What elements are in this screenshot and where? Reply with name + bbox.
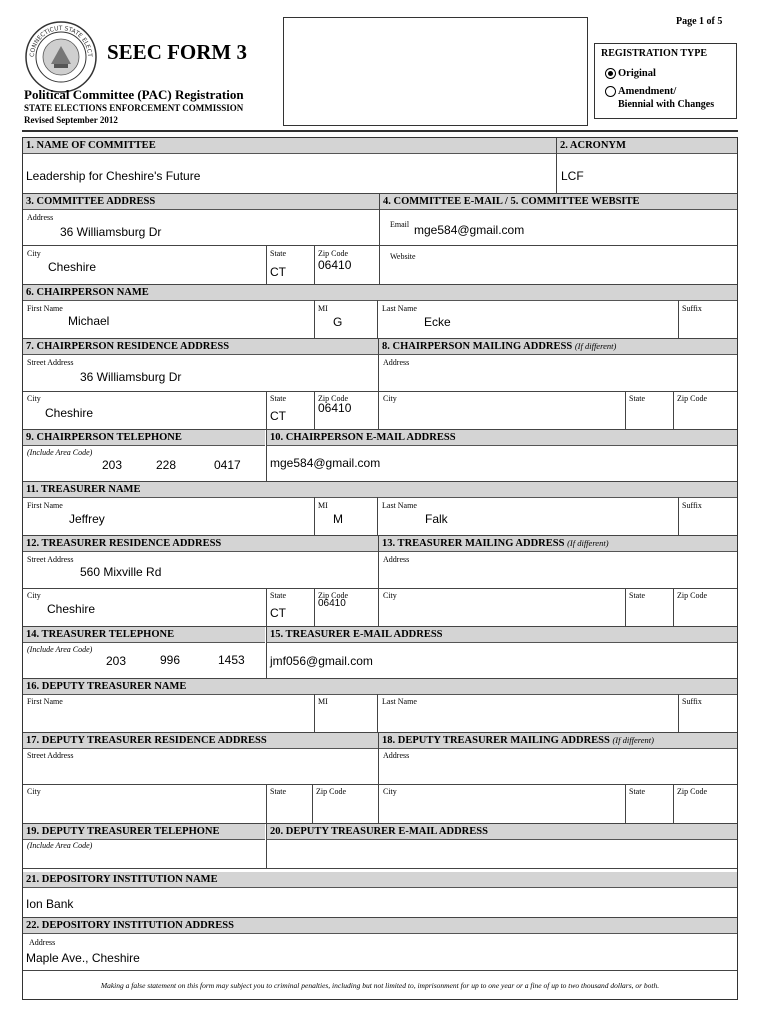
label-mi: MI: [318, 501, 328, 510]
divider: [266, 391, 267, 429]
treasurer-phone-area-value[interactable]: 203: [106, 654, 127, 668]
section-45-header: 4. COMMITTEE E-MAIL / 5. COMMITTEE WEBSITE: [380, 194, 737, 210]
depository-address-value[interactable]: Maple Ave., Cheshire: [26, 951, 140, 965]
form-subtitle: Political Committee (PAC) Registration: [24, 87, 244, 102]
label-first-name: First Name: [27, 304, 63, 313]
label-street-address: Street Address: [27, 751, 74, 760]
section-13-header: [379, 536, 737, 552]
section-13-title: 13. TREASURER MAILING ADDRESS: [382, 538, 565, 549]
header-rule: [22, 130, 738, 132]
chair-email-value[interactable]: mge584@gmail.com: [270, 456, 381, 470]
chair-state-value[interactable]: CT: [270, 409, 286, 423]
chair-city-value[interactable]: Cheshire: [45, 406, 94, 420]
committee-email-value[interactable]: mge584@gmail.com: [414, 223, 525, 237]
divider: [625, 588, 626, 626]
divider: [377, 497, 378, 535]
chair-zip-value[interactable]: 06410: [318, 401, 352, 415]
acronym-value[interactable]: LCF: [561, 169, 584, 183]
divider: [378, 536, 379, 626]
chair-last-value[interactable]: Ecke: [424, 315, 451, 329]
divider: [625, 784, 626, 823]
treasurer-city-value[interactable]: Cheshire: [47, 602, 96, 616]
divider: [23, 245, 379, 246]
divider: [314, 694, 315, 732]
divider: [378, 733, 379, 823]
section-17-header: 17. DEPUTY TREASURER RESIDENCE ADDRESS: [23, 733, 378, 749]
registration-type-title: REGISTRATION TYPE: [601, 48, 708, 59]
legal-disclaimer: Making a false statement on this form may subject you to criminal penalties, including but not limited to, imprisonment for up to one year or a fine of up to two thousand dollars, or both.: [100, 981, 660, 990]
label-zip: Zip Code: [677, 394, 707, 403]
section-10-header: 10. CHAIRPERSON E-MAIL ADDRESS: [267, 430, 737, 446]
label-mi: MI: [318, 697, 328, 706]
section-9-header: 9. CHAIRPERSON TELEPHONE: [23, 430, 265, 446]
label-city: City: [27, 787, 41, 796]
divider: [314, 245, 315, 284]
radio-original[interactable]: [605, 68, 616, 79]
label-zip: Zip Code: [318, 249, 348, 258]
seal-logo: [24, 20, 98, 94]
label-amendment: Amendment/: [618, 86, 677, 97]
registration-type-box: [594, 43, 737, 119]
section-18-header: [379, 733, 737, 749]
chair-street-value[interactable]: 36 Williamsburg Dr: [80, 370, 182, 384]
label-city: City: [383, 591, 397, 600]
label-state: State: [629, 591, 645, 600]
divider: [378, 339, 379, 429]
treasurer-zip-value[interactable]: 06410: [318, 598, 346, 609]
section-15-header: 15. TREASURER E-MAIL ADDRESS: [267, 627, 737, 643]
divider: [377, 694, 378, 732]
divider: [266, 784, 267, 823]
section-19-header: 19. DEPUTY TREASURER TELEPHONE: [23, 824, 265, 840]
section-16-header: 16. DEPUTY TREASURER NAME: [23, 679, 737, 695]
chair-mi-value[interactable]: G: [333, 315, 343, 329]
divider: [266, 588, 267, 626]
label-city: City: [27, 249, 41, 258]
divider: [678, 497, 679, 535]
label-state: State: [270, 787, 286, 796]
divider: [23, 391, 737, 392]
label-address: Address: [29, 938, 56, 947]
label-zip: Zip Code: [318, 591, 348, 600]
label-last-name: Last Name: [382, 304, 417, 313]
radio-original-dot: [608, 71, 613, 76]
divider: [266, 824, 267, 868]
label-last-name: Last Name: [382, 501, 417, 510]
treasurer-phone-prefix-value[interactable]: 996: [160, 653, 181, 667]
divider: [380, 245, 737, 246]
section-6-header: 6. CHAIRPERSON NAME: [23, 285, 737, 301]
divider: [23, 970, 737, 971]
committee-state-value[interactable]: CT: [270, 265, 286, 279]
section-21-header: 21. DEPOSITORY INSTITUTION NAME: [23, 872, 737, 888]
label-email: Email: [390, 220, 410, 229]
treasurer-street-value[interactable]: 560 Mixville Rd: [80, 565, 162, 579]
divider: [625, 391, 626, 429]
label-last-name: Last Name: [382, 697, 417, 706]
label-state: State: [629, 394, 645, 403]
treasurer-last-value[interactable]: Falk: [425, 512, 448, 526]
label-area-code: (Include Area Code): [27, 448, 93, 457]
label-zip: Zip Code: [318, 394, 348, 403]
header-blank-box: [283, 17, 588, 126]
section-12-header: 12. TREASURER RESIDENCE ADDRESS: [23, 536, 378, 552]
divider: [556, 138, 557, 193]
agency-name: STATE ELECTIONS ENFORCEMENT COMMISSION: [24, 103, 244, 113]
treasurer-phone-line-value[interactable]: 1453: [218, 653, 245, 667]
divider: [23, 868, 737, 869]
label-mi: MI: [318, 304, 328, 313]
divider: [23, 588, 737, 589]
committee-city-value[interactable]: Cheshire: [48, 260, 97, 274]
label-city: City: [27, 591, 41, 600]
chair-phone-line-value[interactable]: 0417: [214, 458, 241, 472]
label-original: Original: [618, 68, 656, 79]
label-state: State: [629, 787, 645, 796]
radio-amendment[interactable]: [605, 86, 616, 97]
label-first-name: First Name: [27, 501, 63, 510]
section-8-title: 8. CHAIRPERSON MAILING ADDRESS: [382, 341, 573, 352]
divider: [379, 194, 380, 284]
divider: [377, 300, 378, 338]
divider: [266, 430, 267, 481]
label-first-name: First Name: [27, 697, 63, 706]
divider: [266, 245, 267, 284]
committee-address-value[interactable]: 36 Williamsburg Dr: [60, 225, 162, 239]
revised-date: Revised September 2012: [24, 115, 118, 125]
section-8-header: [379, 339, 737, 355]
section-1-header: 1. NAME OF COMMITTEE: [23, 138, 556, 154]
label-zip: Zip Code: [677, 787, 707, 796]
chair-phone-prefix-value[interactable]: 228: [156, 458, 177, 472]
label-address: Address: [383, 555, 410, 564]
label-suffix: Suffix: [682, 501, 702, 510]
committee-name-value[interactable]: Leadership for Cheshire's Future: [26, 169, 201, 183]
divider: [673, 784, 674, 823]
label-state: State: [270, 591, 286, 600]
label-city: City: [383, 787, 397, 796]
if-different-note: (If different): [574, 341, 617, 351]
divider: [314, 497, 315, 535]
committee-zip-value[interactable]: 06410: [318, 258, 352, 272]
label-website: Website: [390, 252, 416, 261]
label-address: Address: [27, 213, 54, 222]
page-number: Page 1 of 5: [676, 16, 723, 27]
treasurer-mi-value[interactable]: M: [333, 512, 343, 526]
label-address: Address: [383, 358, 410, 367]
treasurer-email-value[interactable]: jmf056@gmail.com: [270, 654, 373, 668]
label-zip: Zip Code: [316, 787, 346, 796]
divider: [312, 784, 313, 823]
treasurer-first-value[interactable]: Jeffrey: [69, 512, 105, 526]
divider: [314, 588, 315, 626]
section-3-header: 3. COMMITTEE ADDRESS: [23, 194, 379, 210]
section-2-header: 2. ACRONYM: [557, 138, 737, 154]
chair-first-value[interactable]: Michael: [68, 314, 110, 328]
label-state: State: [270, 249, 286, 258]
seal-text: CONNECTICUT STATE ELECT: [28, 24, 94, 58]
section-7-header: 7. CHAIRPERSON RESIDENCE ADDRESS: [23, 339, 378, 355]
divider: [673, 391, 674, 429]
label-street-address: Street Address: [27, 555, 74, 564]
chair-phone-area-value[interactable]: 203: [102, 458, 123, 472]
label-suffix: Suffix: [682, 304, 702, 313]
if-different-note: (If different): [567, 538, 609, 548]
label-amendment-line2: Biennial with Changes: [618, 99, 715, 110]
divider: [23, 784, 737, 785]
treasurer-state-value[interactable]: CT: [270, 606, 286, 620]
section-18-title: 18. DEPUTY TREASURER MAILING ADDRESS: [382, 735, 610, 746]
label-address: Address: [383, 751, 410, 760]
section-11-header: 11. TREASURER NAME: [23, 482, 737, 498]
label-street-address: Street Address: [27, 358, 74, 367]
label-area-code: (Include Area Code): [27, 645, 93, 654]
divider: [266, 627, 267, 678]
divider: [678, 300, 679, 338]
divider: [678, 694, 679, 732]
section-20-header: 20. DEPUTY TREASURER E-MAIL ADDRESS: [267, 824, 737, 840]
if-different-note: (If different): [612, 735, 654, 745]
label-state: State: [270, 394, 286, 403]
depository-name-value[interactable]: Ion Bank: [26, 897, 74, 911]
form-title: SEEC FORM 3: [107, 40, 248, 64]
divider: [673, 588, 674, 626]
label-city: City: [383, 394, 397, 403]
label-area-code: (Include Area Code): [27, 841, 93, 850]
section-22-header: 22. DEPOSITORY INSTITUTION ADDRESS: [23, 918, 737, 934]
label-suffix: Suffix: [682, 697, 702, 706]
divider: [314, 300, 315, 338]
divider: [314, 391, 315, 429]
label-city: City: [27, 394, 41, 403]
section-14-header: 14. TREASURER TELEPHONE: [23, 627, 265, 643]
label-zip: Zip Code: [677, 591, 707, 600]
